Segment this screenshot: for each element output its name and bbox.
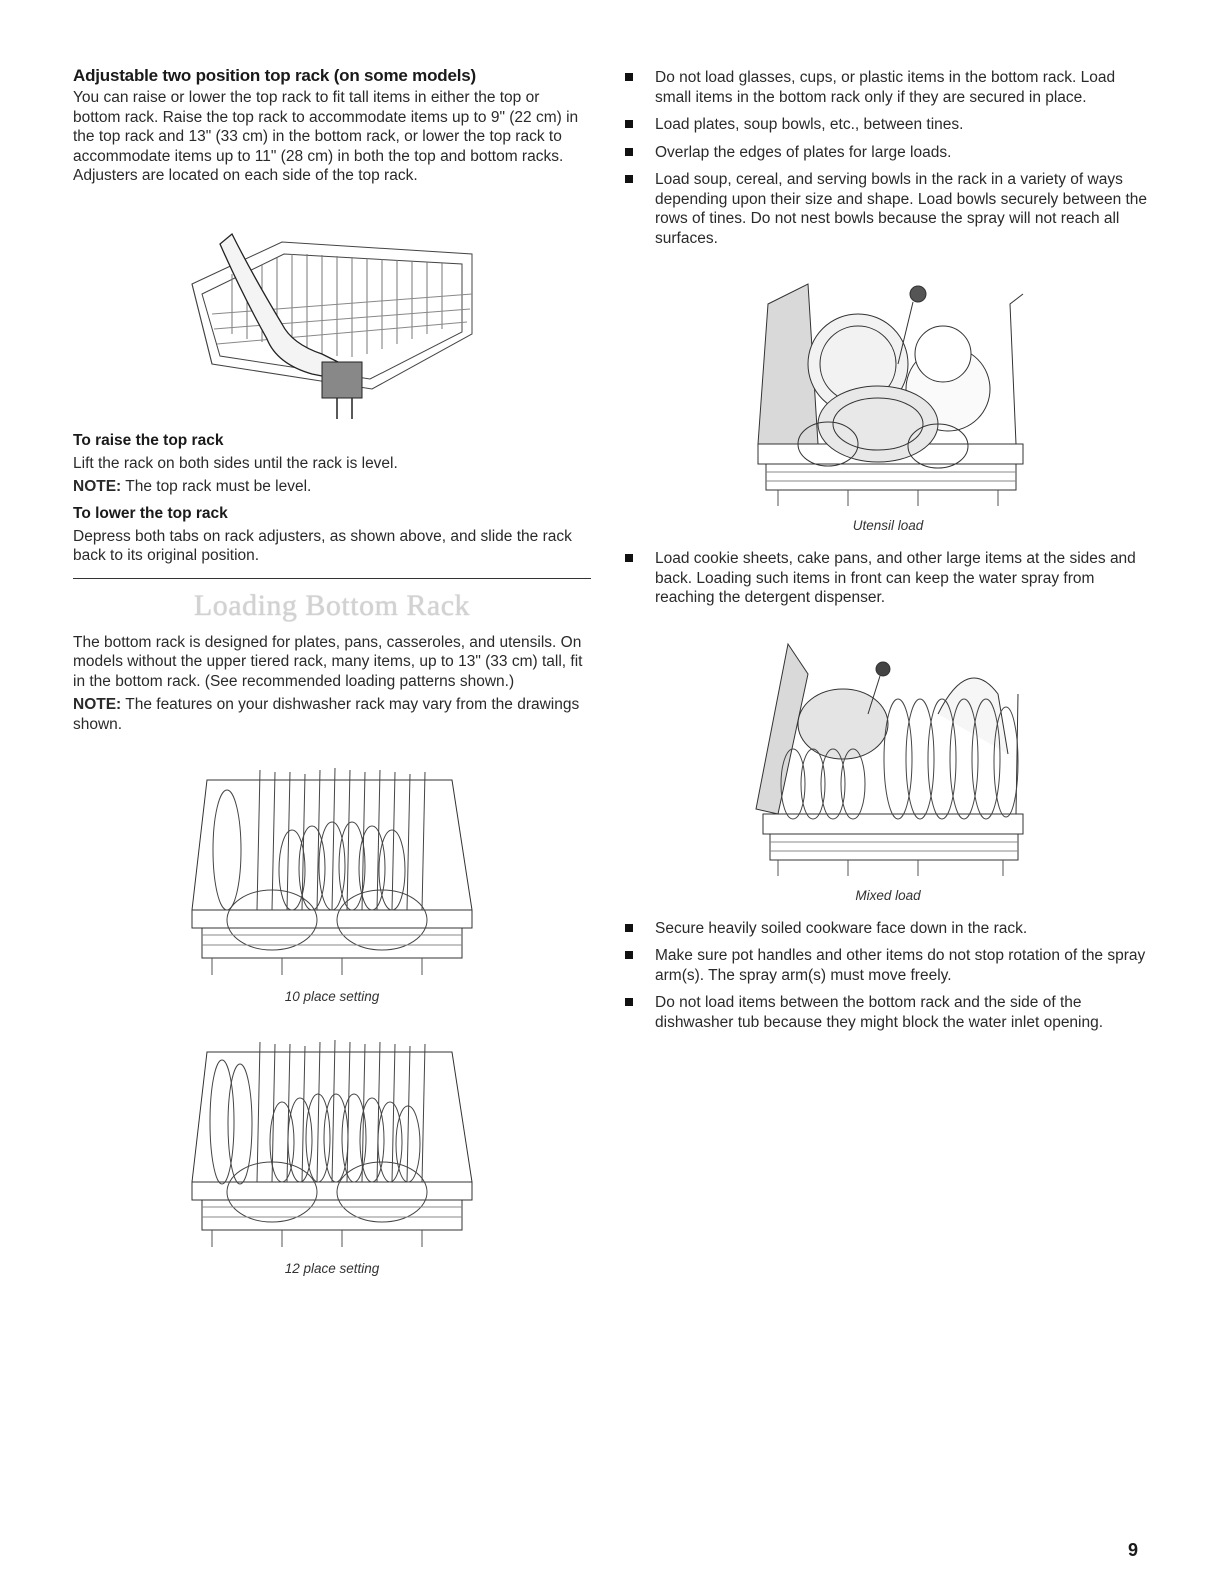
utensil-load-illustration xyxy=(748,274,1028,514)
square-bullet-icon xyxy=(625,148,633,156)
square-bullet-icon xyxy=(625,73,633,81)
note-text: The top rack must be level. xyxy=(121,478,312,495)
list-item: Make sure pot handles and other items do not stop rotation of the spray arm(s). The spray arm(s) must move freely. xyxy=(628,946,1148,985)
rack-adjust-intro: You can raise or lower the top rack to fit tall items in either the top or bottom rack. Raise the top rack to accommodate items up to 9" (22 cm) in the top rack and 13" (33 cm) in the bottom rack, or lower the top rack to accommodate items up to 11" (28 cm) in both the top and bottom racks. Adjusters are located on each side of the top rack. xyxy=(73,89,579,184)
list-item: Load plates, soup bowls, etc., between tines. xyxy=(628,115,1148,135)
list-item: Do not load glasses, cups, or plastic items in the bottom rack. Load small items in the bottom rack only if they are secured in place. xyxy=(628,68,1148,107)
list-item: Do not load items between the bottom rack and the side of the dishwasher tub because they might block the water inlet opening. xyxy=(628,993,1148,1032)
list-item: Load cookie sheets, cake pans, and other large items at the sides and back. Loading such items in front can keep the water spray from reaching the detergent dispenser. xyxy=(628,549,1148,608)
square-bullet-icon xyxy=(625,120,633,128)
list-item: Overlap the edges of plates for large loads. xyxy=(628,143,1148,163)
square-bullet-icon xyxy=(625,175,633,183)
caption-utensil-load: Utensil load xyxy=(852,518,924,533)
note-text: The features on your dishwasher rack may vary from the drawings shown. xyxy=(73,696,580,733)
mixed-load-illustration xyxy=(748,634,1028,884)
note-label: NOTE: xyxy=(73,478,122,495)
right-column xyxy=(628,68,1148,1040)
rack-adjust-heading: Adjustable two position top rack (on some models) xyxy=(73,66,476,85)
lower-rack-text: Depress both tabs on rack adjusters, as shown above, and slide the rack back to its original position. xyxy=(73,527,572,564)
section-title: Loading Bottom Rack xyxy=(193,588,471,622)
list-item: Load soup, cereal, and serving bowls in the rack in a variety of ways depending upon their size and shape. Load bowls securely between the rows of tines. Do not nest bowls because the spray will not reach all surfaces. xyxy=(628,170,1148,248)
square-bullet-icon xyxy=(625,998,633,1006)
square-bullet-icon xyxy=(625,554,633,562)
raise-rack-text: Lift the rack on both sides until the rack is level. xyxy=(73,454,398,472)
caption-12-place: 12 place setting xyxy=(284,1261,380,1276)
bullet-list-b xyxy=(628,549,1148,608)
list-item: Secure heavily soiled cookware face down in the rack. xyxy=(628,919,1148,939)
bullet-list-a xyxy=(628,68,1148,248)
lower-rack-heading: To lower the top rack xyxy=(73,504,228,522)
top-rack-adjuster-illustration xyxy=(172,214,492,424)
square-bullet-icon xyxy=(625,951,633,959)
twelve-place-setting-illustration xyxy=(182,1032,482,1257)
bullet-list-c xyxy=(628,919,1148,1033)
left-column xyxy=(73,66,591,1276)
section-divider xyxy=(73,578,591,579)
raise-rack-heading: To raise the top rack xyxy=(73,431,224,449)
note-label: NOTE: xyxy=(73,696,122,713)
caption-10-place: 10 place setting xyxy=(284,989,380,1004)
page-number: 9 xyxy=(1128,1540,1139,1560)
square-bullet-icon xyxy=(625,924,633,932)
caption-mixed-load: Mixed load xyxy=(855,887,921,903)
ten-place-setting-illustration xyxy=(182,760,482,985)
note-level xyxy=(73,477,591,497)
bottom-rack-text: The bottom rack is designed for plates, pans, casseroles, and utensils. On models without the upper tiered rack, many items, up to 13" (33 cm) tall, fit in the bottom rack. (See recommended loading patterns shown.) xyxy=(73,633,583,690)
note-features xyxy=(73,695,591,734)
